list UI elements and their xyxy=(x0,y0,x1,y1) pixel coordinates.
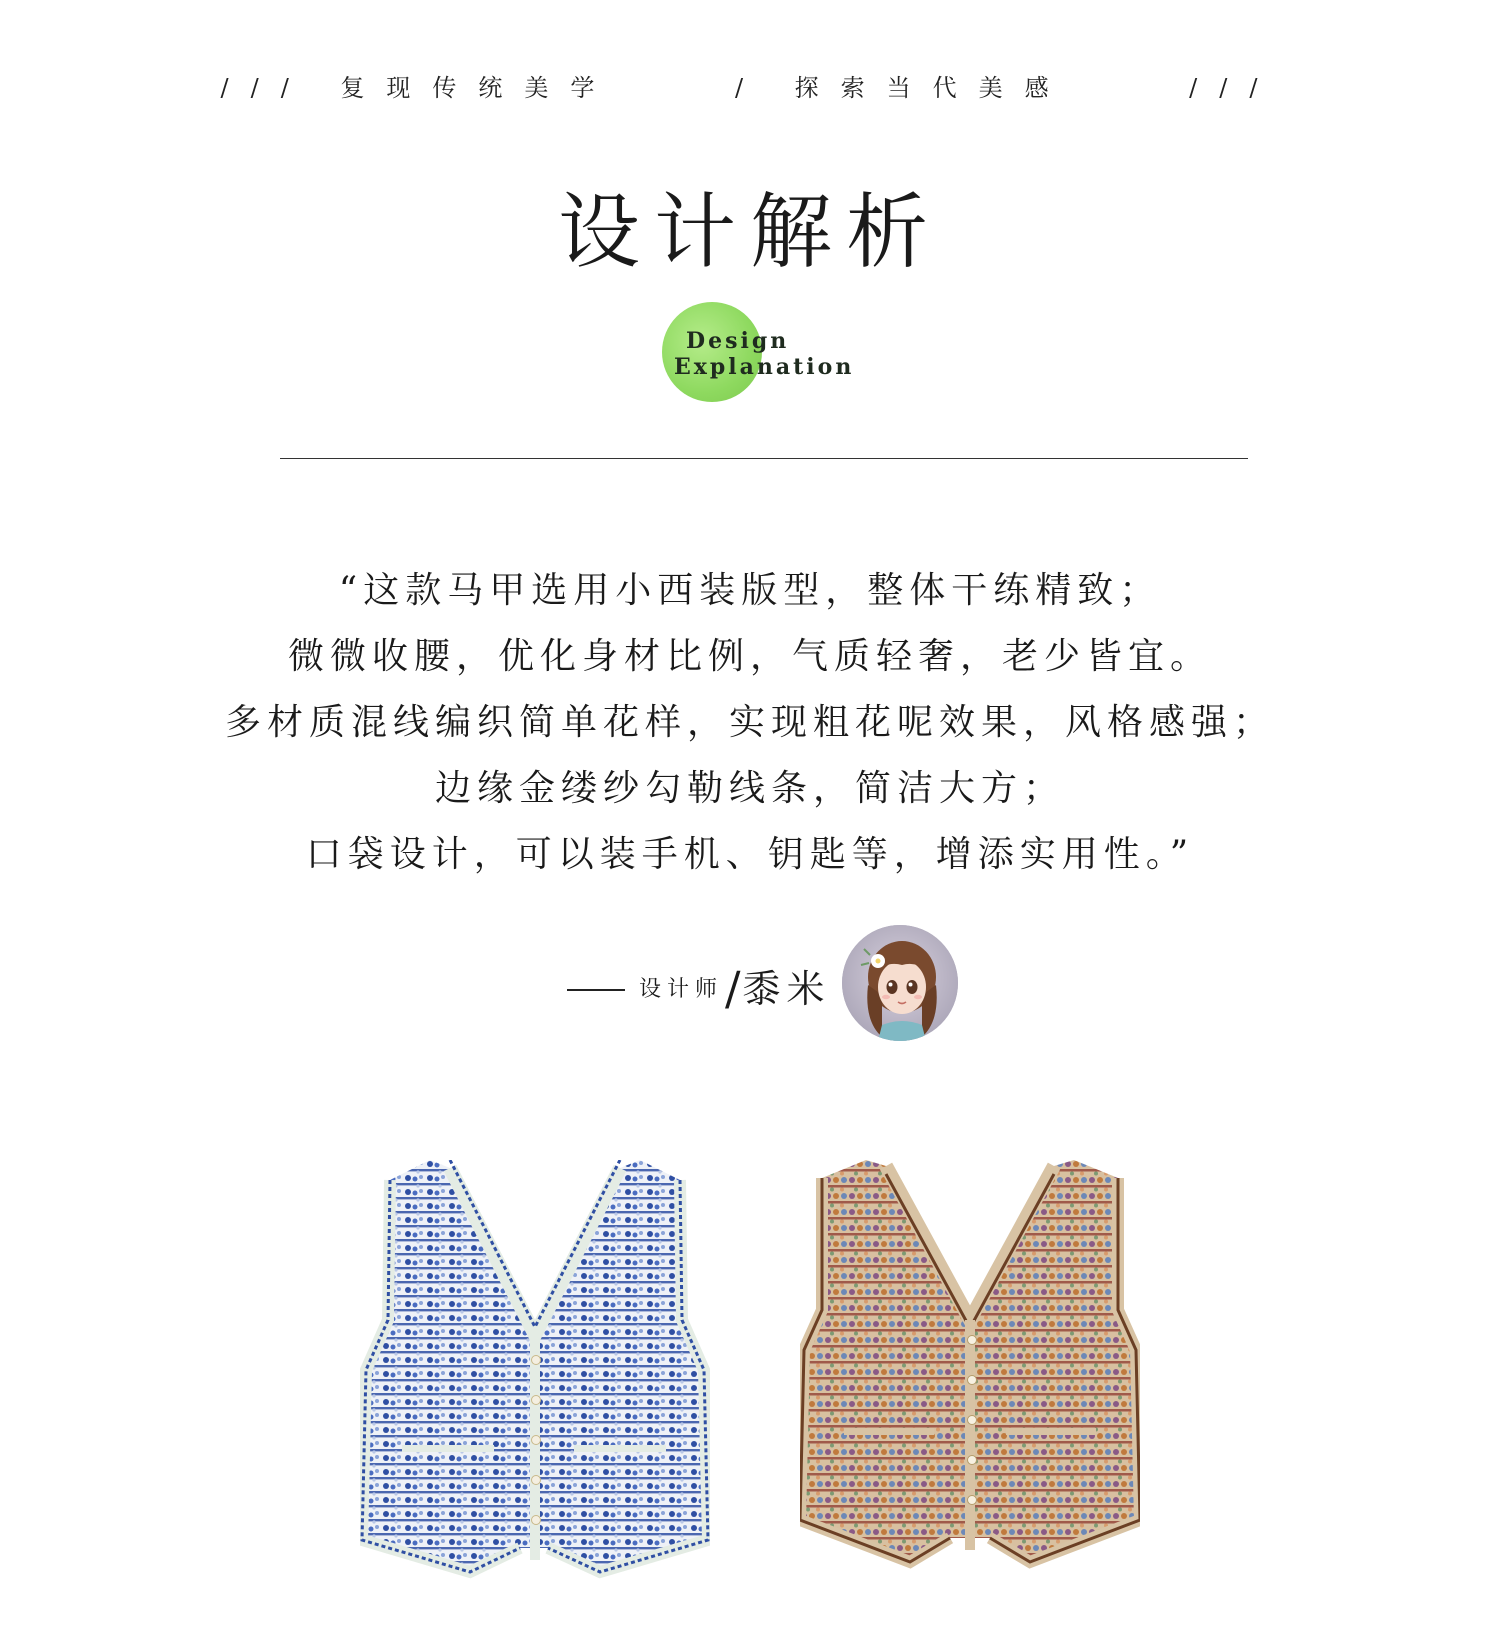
description-line: 边缘金缕纱勾勒线条，简洁大方； xyxy=(434,768,1065,809)
designer-role: 设计师 xyxy=(639,977,724,1002)
designer-avatar xyxy=(842,925,958,1041)
badge-line-design: Design xyxy=(686,328,790,354)
signature-dash xyxy=(567,989,625,991)
signature-slash: / xyxy=(725,961,741,1015)
designer-signature xyxy=(567,955,831,1015)
brown-tweed-vest-icon xyxy=(800,1160,1140,1570)
blue-tweed-vest-icon xyxy=(360,1160,710,1580)
badge-line-explanation: Explanation xyxy=(674,354,855,380)
description-line: 多材质混线编织简单花样，实现粗花呢效果，风格感强； xyxy=(224,702,1275,743)
designer-name: 黍米 xyxy=(742,967,831,1011)
page-title: 设计解析 xyxy=(557,185,942,280)
description-line: “这款马甲选用小西装版型，整体干练精致； xyxy=(338,570,1162,611)
section-divider xyxy=(280,458,1248,459)
design-description xyxy=(0,558,1500,888)
tagline: /// 复现传统美学 / 探索当代美感 /// xyxy=(220,74,1280,102)
avatar-illustration-icon xyxy=(842,925,958,1041)
description-line: 微微收腰，优化身材比例，气质轻奢，老少皆宜。 xyxy=(287,636,1212,677)
description-line: 口袋设计，可以装手机、钥匙等，增添实用性。” xyxy=(305,834,1195,875)
design-explanation-badge xyxy=(662,302,855,402)
